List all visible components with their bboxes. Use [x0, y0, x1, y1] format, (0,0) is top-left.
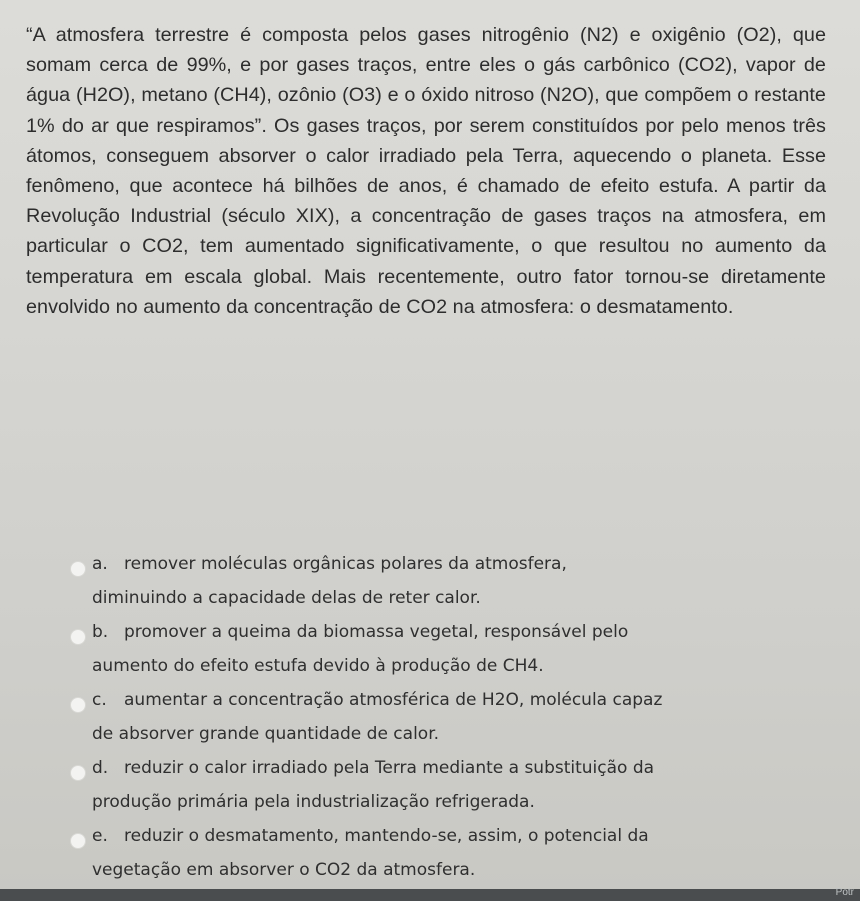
bottom-toolbar — [0, 889, 860, 901]
radio-button-c[interactable] — [70, 697, 86, 713]
radio-button-d[interactable] — [70, 765, 86, 781]
option-d-text — [92, 751, 654, 819]
option-a-line1: remover moléculas orgânicas polares da atmosfera, — [124, 554, 567, 574]
option-c-text — [92, 683, 662, 751]
radio-button-a[interactable] — [70, 561, 86, 577]
option-b-line2: aumento do efeito estufa devido à produção de CH4. — [92, 656, 544, 676]
option-e-text — [92, 819, 649, 887]
option-e[interactable] — [70, 825, 790, 893]
option-b-line1: promover a queima da biomassa vegetal, responsável pelo — [124, 622, 629, 642]
option-b[interactable] — [70, 621, 790, 689]
option-c[interactable] — [70, 689, 790, 757]
option-c-line1: aumentar a concentração atmosférica de H2O, molécula capaz — [124, 690, 663, 710]
radio-button-b[interactable] — [70, 629, 86, 645]
option-e-letter: e. — [92, 826, 108, 846]
option-b-letter: b. — [92, 622, 109, 642]
option-a-text — [92, 547, 567, 615]
option-d[interactable] — [70, 757, 790, 825]
option-e-line2: vegetação em absorver o CO2 da atmosfera. — [92, 860, 476, 880]
question-passage: “A atmosfera terrestre é composta pelos gases nitrogênio (N2) e oxigênio (O2), que somam cerca de 99%, e por gases traços, entre eles o gás carbônico (CO2), vapor de água (H2O), metano (CH4), ozônio (O3) e o óxido nitroso (N2O), que compõem o restante 1% do ar que respiramos”. Os gases traços, por serem constituídos por pelo menos três átomos, conseguem absorver o calor irradiado pela Terra, aquecendo o planeta. Esse fenômeno, que acontece há bilhões de anos, é chamado de efeito estufa. A partir da Revolução Industrial (século XIX), a concentração de gases traços na atmosfera, em particular o CO2, tem aumentado significativamente, o que resultou no aumento da temperatura em escala global. Mais recentemente, outro fator tornou-se diretamente envolvido no aumento da concentração de CO2 na atmosfera: o desmatamento. — [26, 24, 826, 318]
toolbar-hint-text[interactable]: Potr — [835, 887, 854, 898]
option-d-line1: reduzir o calor irradiado pela Terra mediante a substituição da — [124, 758, 655, 778]
option-c-line2: de absorver grande quantidade de calor. — [92, 724, 440, 744]
option-a[interactable] — [70, 553, 790, 621]
option-d-letter: d. — [92, 758, 109, 778]
option-a-letter: a. — [92, 554, 108, 574]
option-a-line2: diminuindo a capacidade delas de reter calor. — [92, 588, 481, 608]
radio-button-e[interactable] — [70, 833, 86, 849]
answer-options — [70, 553, 790, 893]
option-c-letter: c. — [92, 690, 107, 710]
option-e-line1: reduzir o desmatamento, mantendo-se, assim, o potencial da — [124, 826, 649, 846]
option-b-text — [92, 615, 628, 683]
option-d-line2: produção primária pela industrialização refrigerada. — [92, 792, 535, 812]
